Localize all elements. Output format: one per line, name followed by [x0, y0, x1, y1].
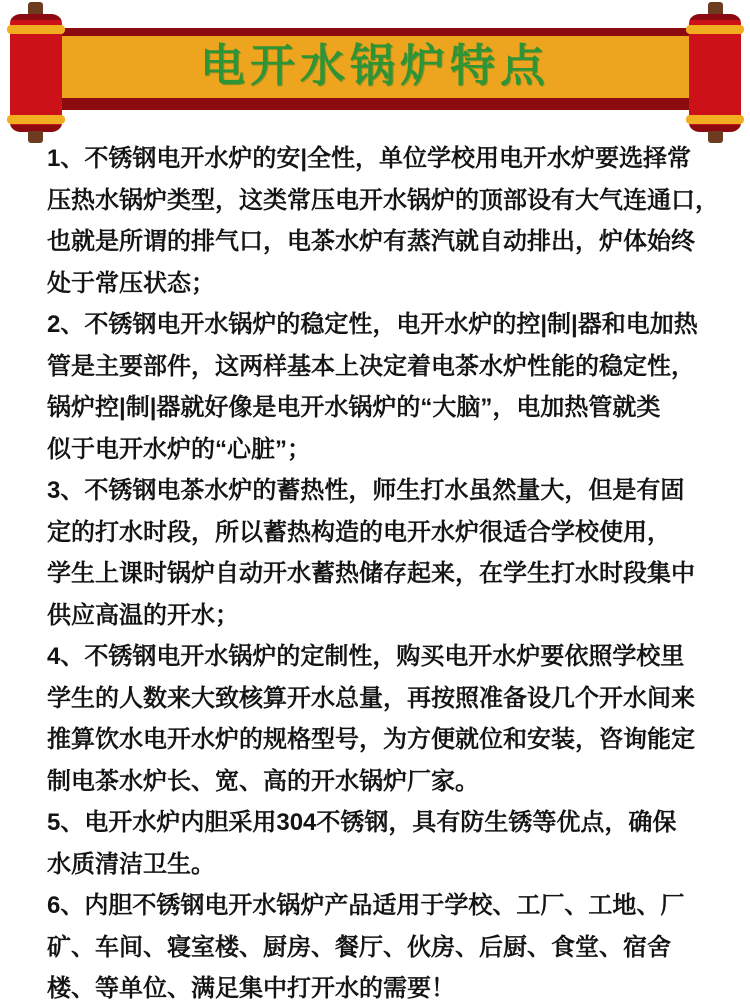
text-line: 5、电开水炉内胆采用304不锈钢，具有防生锈等优点，确保: [47, 809, 677, 836]
text-line: 学生的人数来大致核算开水总量，再按照准备设几个开水间来: [47, 684, 695, 712]
roller-ring-top: [686, 25, 744, 34]
text-line: 1、不锈钢电开水炉的安|全性，单位学校用电开水炉要选择常: [47, 145, 692, 172]
roller-ring-bottom: [7, 115, 65, 124]
text-line: 管是主要部件，这两样基本上决定着电茶水炉性能的稳定性，: [47, 352, 695, 380]
text-line: 压热水锅炉类型，这类常压电开水锅炉的顶部设有大气连通口，: [47, 186, 719, 214]
scroll-roller-right: [678, 0, 750, 146]
text-line: 处于常压状态；: [47, 269, 215, 297]
text-line: 3、不锈钢电茶水炉的蓄热性，师生打水虽然量大，但是有固: [47, 477, 685, 504]
text-line: 学生上课时锅炉自动开水蓄热储存起来，在学生打水时段集中: [47, 560, 695, 587]
text-line: 2、不锈钢电开水锅炉的稳定性，电开水炉的控|制|器和电加热: [47, 311, 698, 338]
text-line: 矿、车间、寝室楼、厨房、餐厅、伙房、后厨、食堂、宿舍: [47, 933, 671, 961]
roller-ring-bottom: [686, 115, 744, 124]
banner-title: 电开水锅炉特点: [199, 39, 550, 92]
text-line: 也就是所谓的排气口，电茶水炉有蒸汽就自动排出，炉体始终: [47, 228, 695, 255]
text-line: 水质清洁卫生。: [47, 850, 215, 878]
roller-cylinder: [10, 14, 62, 132]
article-text: [47, 138, 742, 1000]
scroll-roller-left: [0, 0, 72, 146]
text-line: 供应高温的开水；: [47, 601, 239, 629]
text-line: 4、不锈钢电开水锅炉的定制性，购买电开水炉要依照学校里: [47, 643, 685, 670]
text-line: 锅炉控|制|器就好像是电开水锅炉的“大脑”，电加热管就类: [47, 394, 661, 421]
scroll-banner: [0, 0, 750, 146]
banner-ribbon: [36, 28, 714, 110]
text-line: 制电茶水炉长、宽、高的开水锅炉厂家。: [47, 767, 479, 795]
text-line: 推算饮水电开水炉的规格型号，为方便就位和安装，咨询能定: [47, 726, 695, 753]
roller-handle-bottom: [28, 131, 43, 143]
text-line: 定的打水时段，所以蓄热构造的电开水炉很适合学校使用，: [47, 518, 671, 546]
roller-ring-top: [7, 25, 65, 34]
text-line: 楼、等单位、满足集中打开水的需要！: [47, 975, 455, 1000]
text-line: 似于电开水炉的“心脏”；: [47, 435, 311, 463]
roller-cylinder: [689, 14, 741, 132]
text-line: 6、内胆不锈钢电开水锅炉产品适用于学校、工厂、工地、厂: [47, 892, 685, 919]
